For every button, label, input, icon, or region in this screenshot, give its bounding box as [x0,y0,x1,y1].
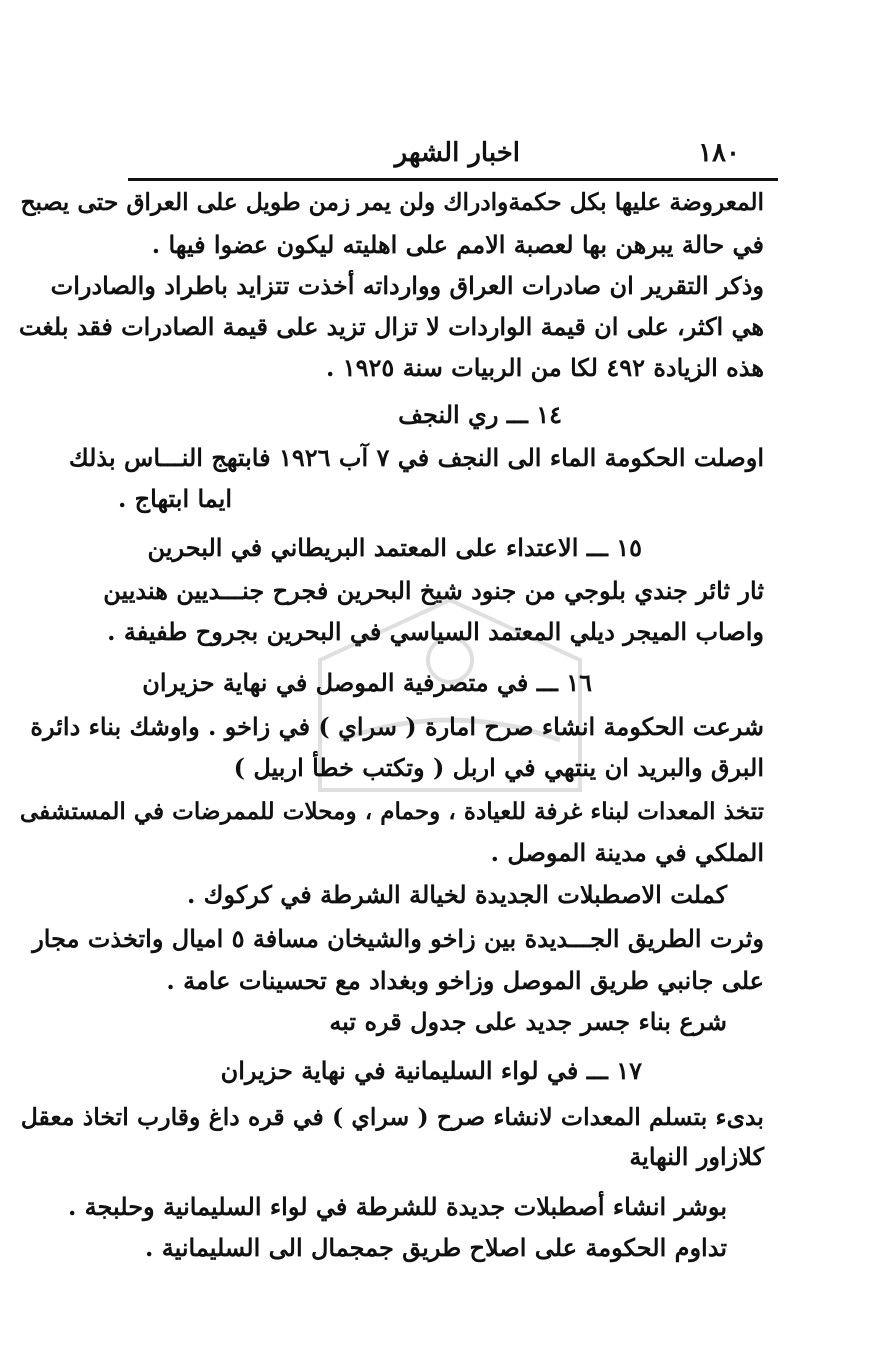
text-line: شرع بناء جسر جديد على جدول قره تبه [329,1007,727,1036]
section-heading: ١٤ ـــ ري النجف [398,400,562,429]
text-line: هذه الزيادة ٤٩٢ لكا من الربيات سنة ١٩٢٥ . [325,353,764,382]
text-line: بدىء بتسلم المعدات لانشاء صرح ( سراي ) في قره داغ وقارب اتخاذ معقل [20,1103,764,1131]
page-header [130,138,770,178]
text-line: ثار ثائر جندي بلوجي من جنود شيخ البحرين فجرح جنـــديين هنديين [103,576,764,605]
text-line: وذكر التقرير ان صادرات العراق ووارداته أخذت تتزايد باطراد والصادرات [50,271,764,300]
text-line: ايما ابتهاج . [117,484,232,513]
running-title: اخبار الشهر [394,138,520,168]
text-line: اوصلت الحكومة الماء الى النجف في ٧ آب ١٩٢٦ فابتهج النـــاس بذلك [68,443,764,472]
text-line: كملت الاصطبلات الجديدة لخيالة الشرطة في كركوك . [186,880,727,909]
text-line: المعروضة عليها بكل حكمةوادراك ولن يمر زمن طويل على العراق حتى يصبح [20,189,764,216]
header-rule [128,178,778,181]
text-line: وثرت الطريق الجـــديدة بين زاخو والشيخان مسافة ٥ اميال واتخذت مجار [32,924,764,953]
section-heading: ١٥ ـــ الاعتداء على المعتمد البريطاني في البحرين [147,533,642,562]
text-line: واصاب الميجر ديلي المعتمد السياسي في البحرين بجروح طفيفة . [107,617,764,646]
text-line: هي اكثر، على ان قيمة الواردات لا تزال تزيد على قيمة الصادرات فقد بلغت [18,313,764,341]
section-heading: ١٦ ـــ في متصرفية الموصل في نهاية حزيران [142,668,592,697]
text-line: تداوم الحكومة على اصلاح طريق جمجمال الى السليمانية . [145,1233,727,1262]
text-line: تتخذ المعدات لبناء غرفة للعيادة ، وحمام ، ومحلات للممرضات في المستشفى [19,798,764,825]
text-line: الملكي في مدينة الموصل . [490,838,764,867]
text-line: شرعت الحكومة انشاء صرح امارة ( سراي ) في زاخو . واوشك بناء دائرة [30,712,764,741]
text-line: كلازاور النهاية [629,1142,764,1171]
page-number: ١٨٠ [698,138,740,168]
text-line: البرق والبريد ان ينتهي في اربل ( وتكتب خطأ اربيل ) [233,753,764,782]
text-line: بوشر انشاء أصطبلات جديدة للشرطة في لواء السليمانية وحلبجة . [67,1192,727,1221]
text-line: في حالة يبرهن بها لعصبة الامم على اهليته ليكون عضوا فيها . [151,230,764,259]
section-heading: ١٧ ـــ في لواء السليمانية في نهاية حزيران [220,1056,642,1085]
text-line: على جانبي طريق الموصل وزاخو وبغداد مع تحسينات عامة . [166,966,764,995]
